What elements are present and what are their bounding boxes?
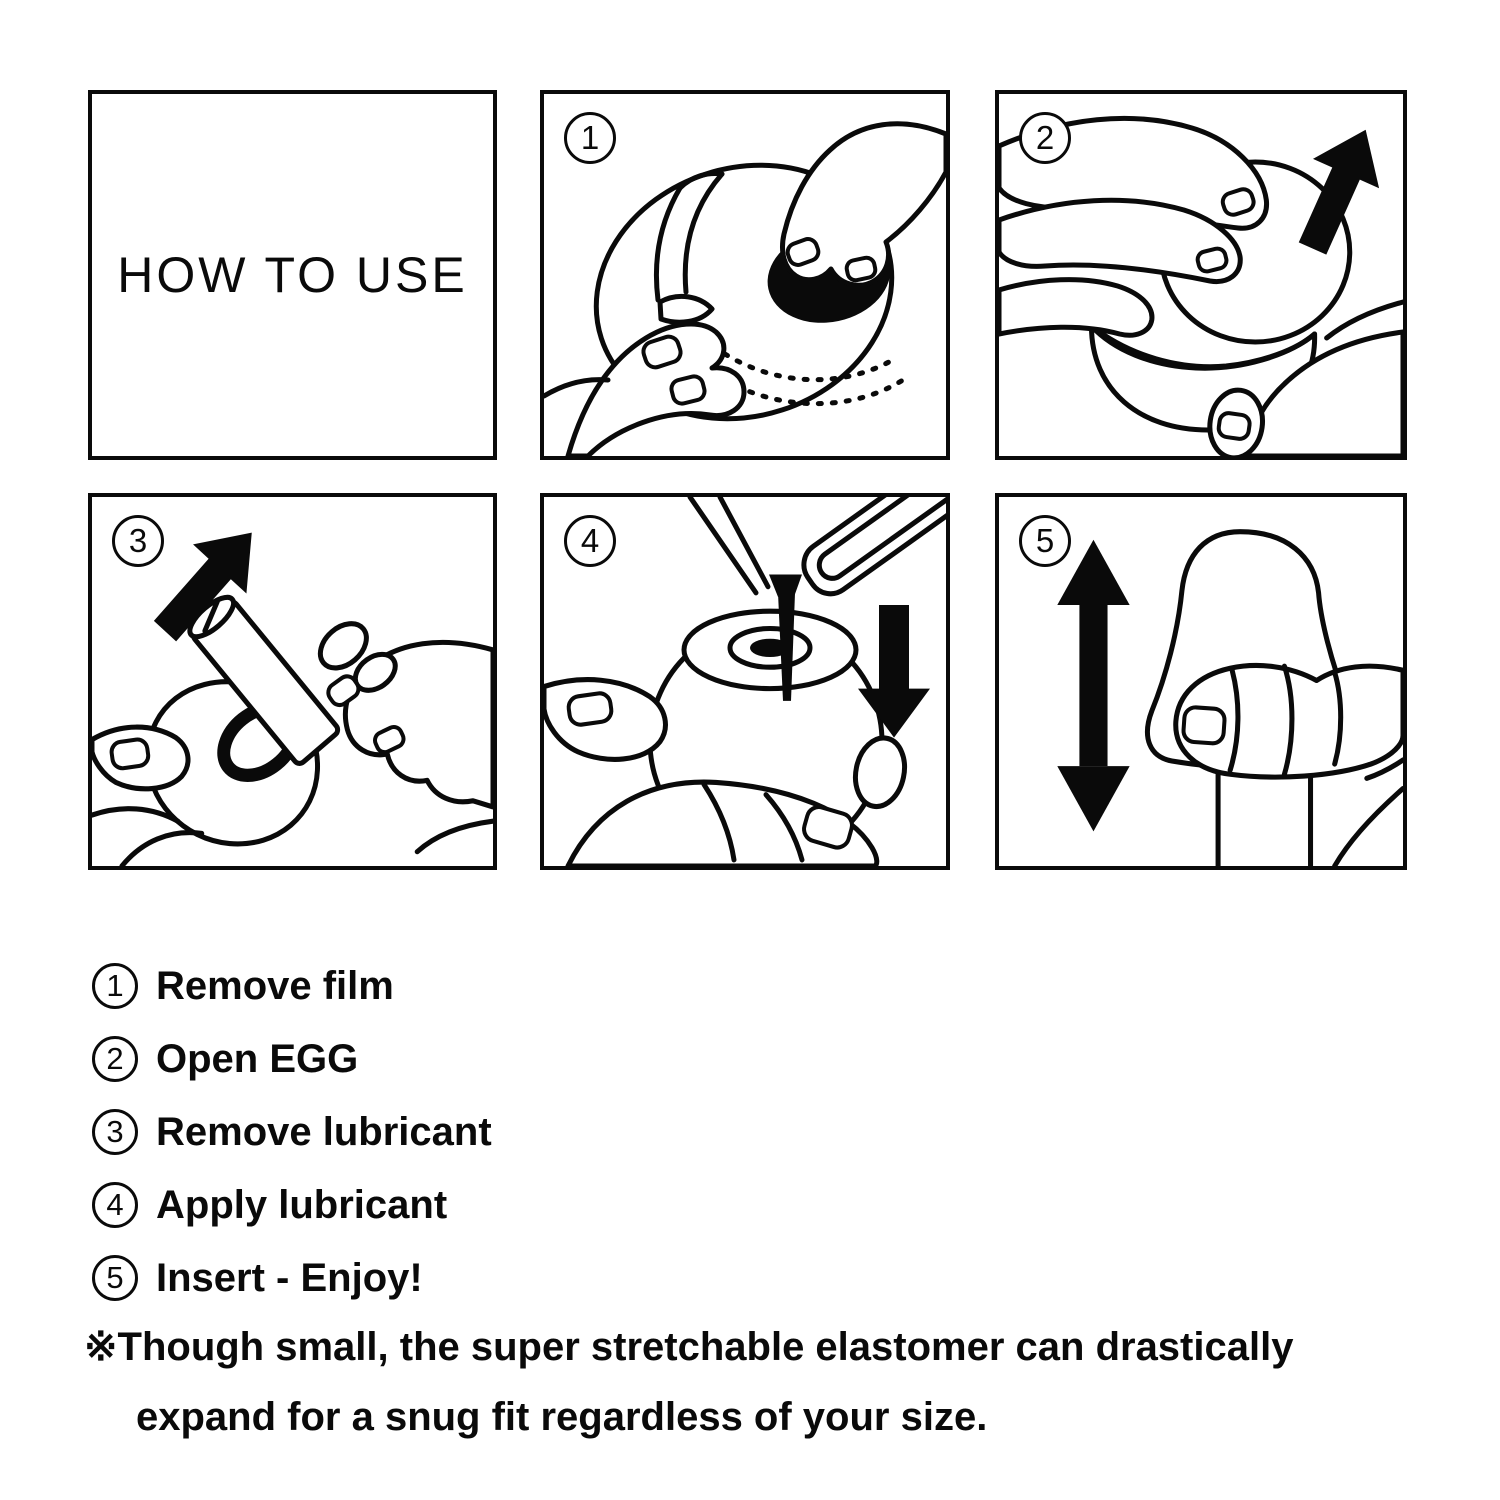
fingernail — [1196, 247, 1228, 273]
step-number: 5 — [92, 1255, 138, 1301]
step-number: 3 — [92, 1109, 138, 1155]
step-label: Apply lubricant — [156, 1182, 448, 1227]
panel-step-1-remove-film — [540, 90, 950, 460]
panel-step-3-remove-lubricant — [88, 493, 497, 870]
step-label: Open EGG — [156, 1036, 359, 1081]
step-list-item-4 — [92, 1179, 492, 1231]
step-list-item-5 — [92, 1252, 492, 1304]
step-3-badge: 3 — [112, 515, 164, 567]
step-5-badge: 5 — [1019, 515, 1071, 567]
step-list-item-3 — [92, 1106, 492, 1158]
step-list-item-1 — [92, 960, 492, 1012]
how-to-use-panel — [88, 90, 497, 460]
step-2-badge: 2 — [1019, 112, 1071, 164]
panel-step-4-apply-lubricant — [540, 493, 950, 870]
step-label: Remove lubricant — [156, 1109, 492, 1154]
step-4-badge: 4 — [564, 515, 616, 567]
thumbnail — [1183, 707, 1225, 744]
footnote-line-1: ※Though small, the super stretchable elastomer can drastically — [84, 1325, 1294, 1369]
panel-step-5-insert-enjoy — [995, 493, 1407, 870]
step-number: 1 — [92, 963, 138, 1009]
thumbnail — [110, 738, 149, 769]
thumbnail — [567, 692, 612, 726]
film-tab — [660, 296, 712, 322]
page-title: HOW TO USE — [117, 247, 468, 303]
step-label: Insert - Enjoy! — [156, 1255, 423, 1300]
arrow-up-down-icon — [1079, 603, 1107, 766]
thumbnail — [1218, 412, 1251, 440]
reference-mark: ※ — [84, 1325, 118, 1369]
footnote — [84, 1312, 1444, 1452]
step-label: Remove film — [156, 963, 394, 1008]
step-1-badge: 1 — [564, 112, 616, 164]
lubricant-sachet — [795, 497, 946, 603]
fingernail — [845, 256, 877, 281]
footnote-line-2: expand for a snug fit regardless of your size. — [136, 1395, 988, 1439]
step-number: 2 — [92, 1036, 138, 1082]
step-list — [92, 960, 492, 1325]
step-number: 4 — [92, 1182, 138, 1228]
step-list-item-2 — [92, 1033, 492, 1085]
panel-step-2-open-egg — [995, 90, 1407, 460]
